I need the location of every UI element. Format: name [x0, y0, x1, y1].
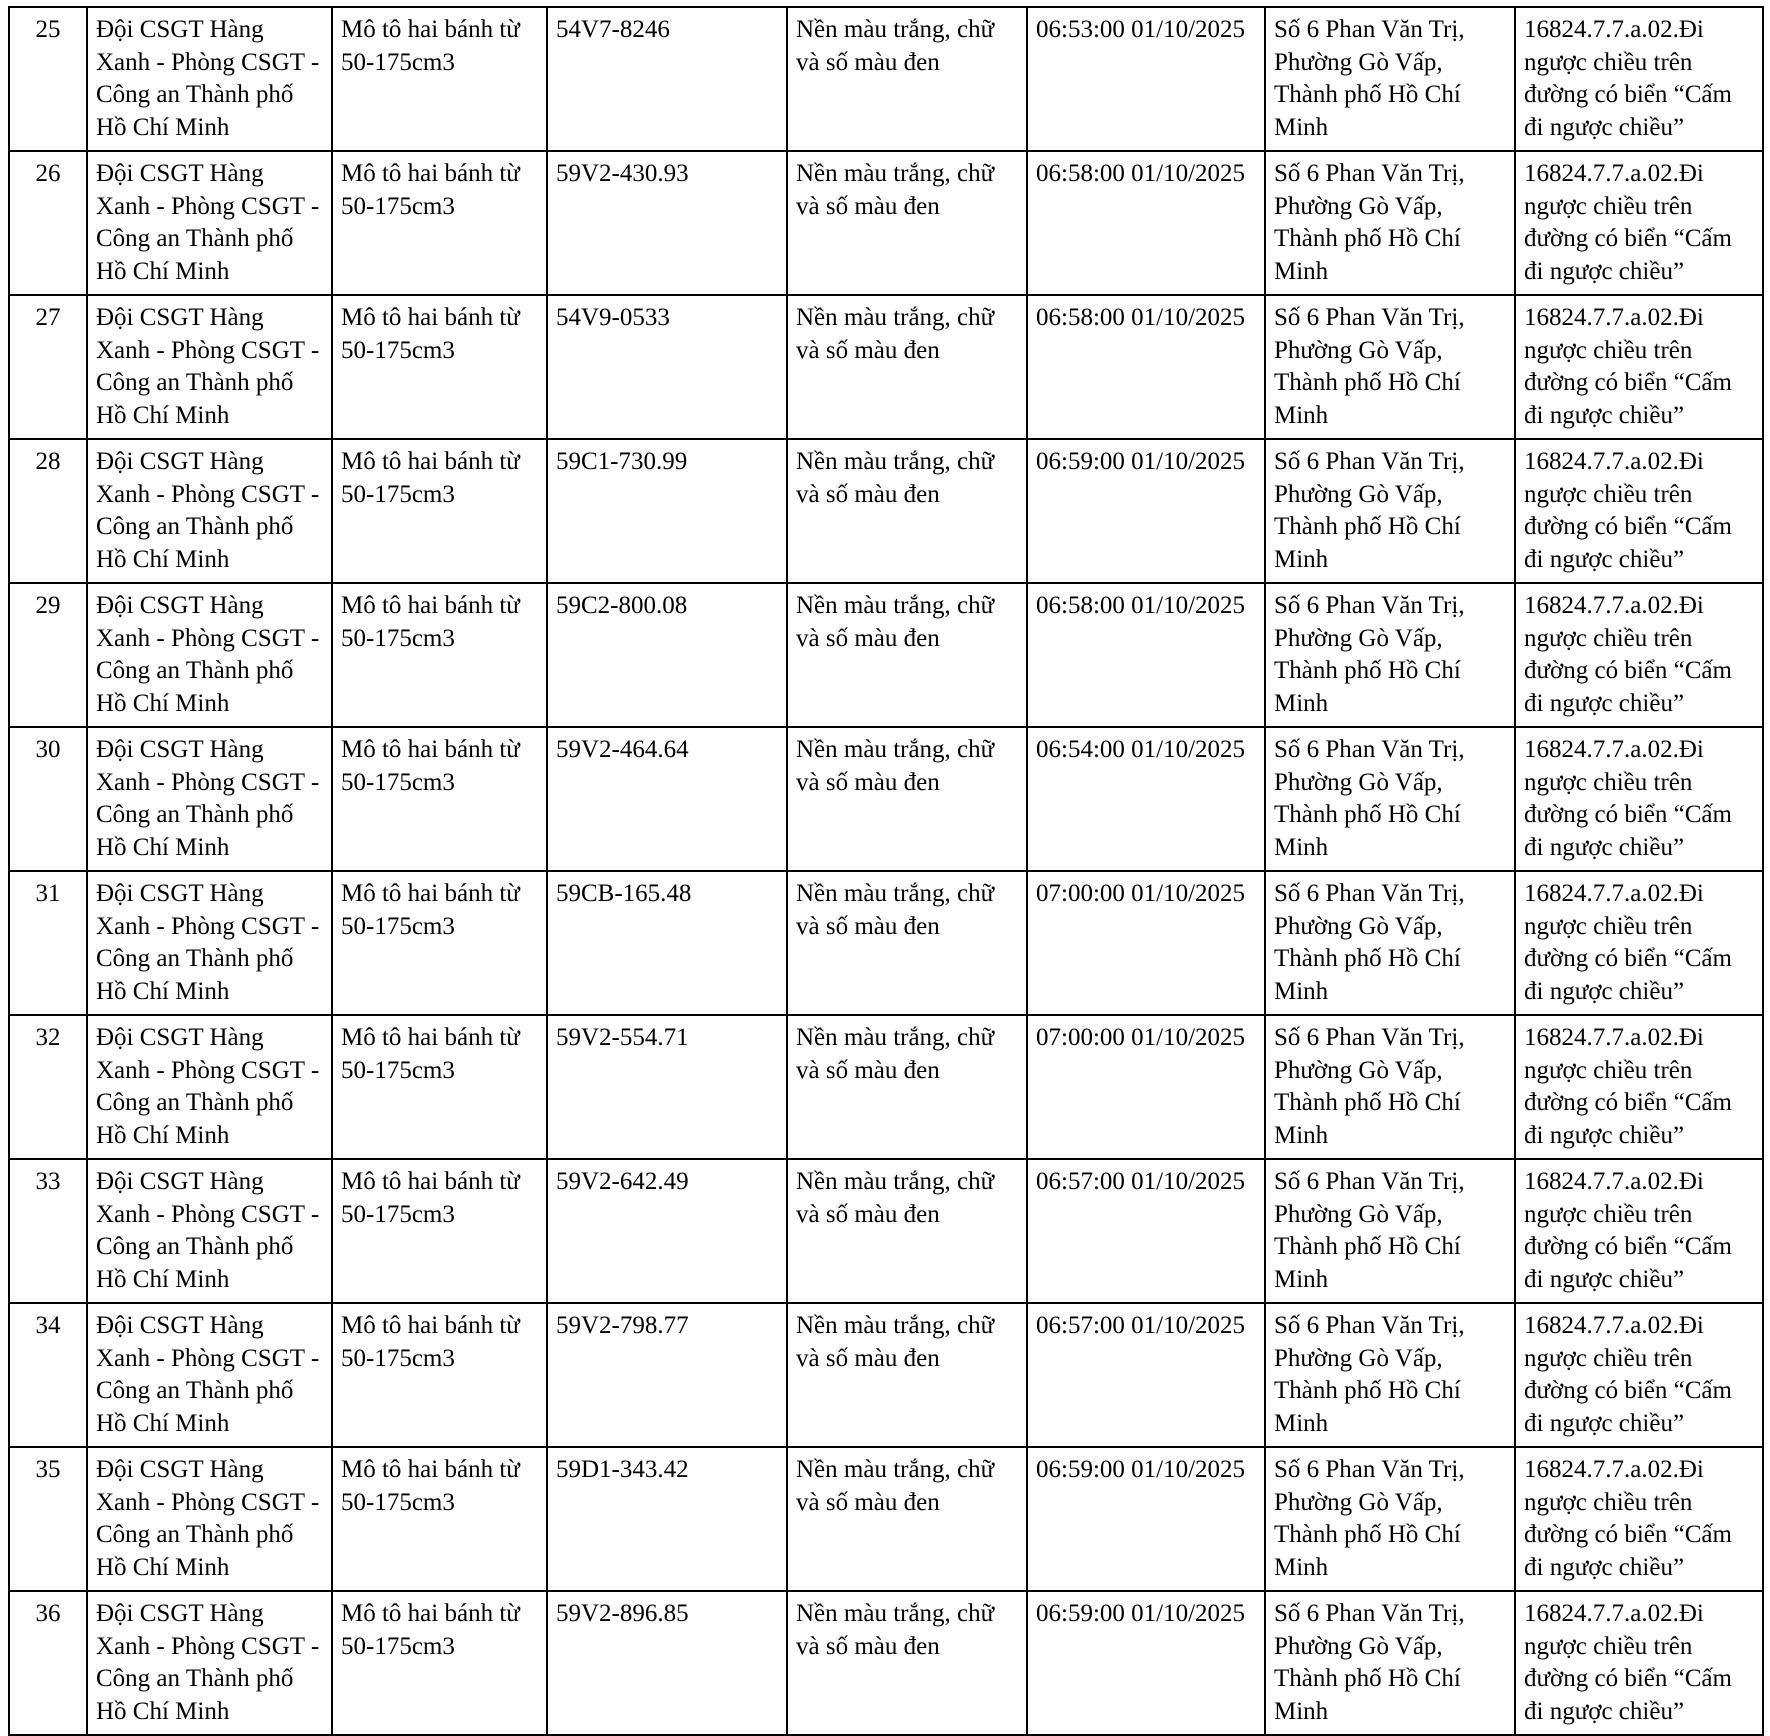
cell-place: Số 6 Phan Văn Trị, Phường Gò Vấp, Thành phố Hồ Chí Minh	[1265, 1159, 1515, 1303]
cell-time: 06:58:00 01/10/2025	[1027, 295, 1265, 439]
cell-time: 06:57:00 01/10/2025	[1027, 1303, 1265, 1447]
cell-plate: 54V7-8246	[547, 7, 787, 151]
cell-stt: 25	[9, 7, 87, 151]
cell-vehicle-type: Mô tô hai bánh từ 50-175cm3	[332, 7, 547, 151]
cell-plate-color: Nền màu trắng, chữ và số màu đen	[787, 1015, 1027, 1159]
cell-plate: 59V2-430.93	[547, 151, 787, 295]
cell-stt: 35	[9, 1447, 87, 1591]
cell-violation-code: 16824.7.7.a.02.Đi ngược chiều trên đường có biển “Cấm đi ngược chiều”	[1515, 1303, 1763, 1447]
table-row	[9, 7, 1763, 151]
cell-time: 06:58:00 01/10/2025	[1027, 151, 1265, 295]
table-row	[9, 295, 1763, 439]
cell-violation-code: 16824.7.7.a.02.Đi ngược chiều trên đường có biển “Cấm đi ngược chiều”	[1515, 1159, 1763, 1303]
cell-unit: Đội CSGT Hàng Xanh - Phòng CSGT - Công an Thành phố Hồ Chí Minh	[87, 1015, 332, 1159]
cell-plate: 59CB-165.48	[547, 871, 787, 1015]
table-row	[9, 1015, 1763, 1159]
table-row	[9, 583, 1763, 727]
cell-unit: Đội CSGT Hàng Xanh - Phòng CSGT - Công an Thành phố Hồ Chí Minh	[87, 439, 332, 583]
cell-plate-color: Nền màu trắng, chữ và số màu đen	[787, 7, 1027, 151]
cell-place: Số 6 Phan Văn Trị, Phường Gò Vấp, Thành phố Hồ Chí Minh	[1265, 151, 1515, 295]
cell-violation-code: 16824.7.7.a.02.Đi ngược chiều trên đường có biển “Cấm đi ngược chiều”	[1515, 1447, 1763, 1591]
cell-place: Số 6 Phan Văn Trị, Phường Gò Vấp, Thành phố Hồ Chí Minh	[1265, 871, 1515, 1015]
cell-stt: 28	[9, 439, 87, 583]
cell-violation-code: 16824.7.7.a.02.Đi ngược chiều trên đường có biển “Cấm đi ngược chiều”	[1515, 1591, 1763, 1735]
cell-vehicle-type: Mô tô hai bánh từ 50-175cm3	[332, 583, 547, 727]
cell-time: 06:57:00 01/10/2025	[1027, 1159, 1265, 1303]
cell-plate: 59C2-800.08	[547, 583, 787, 727]
cell-vehicle-type: Mô tô hai bánh từ 50-175cm3	[332, 1159, 547, 1303]
cell-place: Số 6 Phan Văn Trị, Phường Gò Vấp, Thành phố Hồ Chí Minh	[1265, 1015, 1515, 1159]
cell-plate-color: Nền màu trắng, chữ và số màu đen	[787, 727, 1027, 871]
cell-stt: 36	[9, 1591, 87, 1735]
cell-place: Số 6 Phan Văn Trị, Phường Gò Vấp, Thành phố Hồ Chí Minh	[1265, 439, 1515, 583]
cell-unit: Đội CSGT Hàng Xanh - Phòng CSGT - Công an Thành phố Hồ Chí Minh	[87, 1447, 332, 1591]
cell-vehicle-type: Mô tô hai bánh từ 50-175cm3	[332, 1303, 547, 1447]
cell-plate-color: Nền màu trắng, chữ và số màu đen	[787, 151, 1027, 295]
cell-time: 06:59:00 01/10/2025	[1027, 1591, 1265, 1735]
cell-vehicle-type: Mô tô hai bánh từ 50-175cm3	[332, 871, 547, 1015]
cell-plate-color: Nền màu trắng, chữ và số màu đen	[787, 1303, 1027, 1447]
cell-place: Số 6 Phan Văn Trị, Phường Gò Vấp, Thành phố Hồ Chí Minh	[1265, 295, 1515, 439]
cell-stt: 29	[9, 583, 87, 727]
cell-time: 06:59:00 01/10/2025	[1027, 1447, 1265, 1591]
cell-stt: 33	[9, 1159, 87, 1303]
cell-vehicle-type: Mô tô hai bánh từ 50-175cm3	[332, 151, 547, 295]
cell-violation-code: 16824.7.7.a.02.Đi ngược chiều trên đường có biển “Cấm đi ngược chiều”	[1515, 583, 1763, 727]
cell-place: Số 6 Phan Văn Trị, Phường Gò Vấp, Thành phố Hồ Chí Minh	[1265, 583, 1515, 727]
cell-violation-code: 16824.7.7.a.02.Đi ngược chiều trên đường có biển “Cấm đi ngược chiều”	[1515, 727, 1763, 871]
cell-unit: Đội CSGT Hàng Xanh - Phòng CSGT - Công an Thành phố Hồ Chí Minh	[87, 583, 332, 727]
cell-stt: 34	[9, 1303, 87, 1447]
cell-plate: 59V2-896.85	[547, 1591, 787, 1735]
cell-place: Số 6 Phan Văn Trị, Phường Gò Vấp, Thành phố Hồ Chí Minh	[1265, 727, 1515, 871]
cell-place: Số 6 Phan Văn Trị, Phường Gò Vấp, Thành phố Hồ Chí Minh	[1265, 1303, 1515, 1447]
cell-violation-code: 16824.7.7.a.02.Đi ngược chiều trên đường có biển “Cấm đi ngược chiều”	[1515, 871, 1763, 1015]
cell-vehicle-type: Mô tô hai bánh từ 50-175cm3	[332, 439, 547, 583]
cell-violation-code: 16824.7.7.a.02.Đi ngược chiều trên đường có biển “Cấm đi ngược chiều”	[1515, 151, 1763, 295]
cell-stt: 27	[9, 295, 87, 439]
table-row	[9, 1303, 1763, 1447]
cell-time: 06:53:00 01/10/2025	[1027, 7, 1265, 151]
table-row	[9, 727, 1763, 871]
table-row	[9, 151, 1763, 295]
cell-violation-code: 16824.7.7.a.02.Đi ngược chiều trên đường có biển “Cấm đi ngược chiều”	[1515, 439, 1763, 583]
cell-plate-color: Nền màu trắng, chữ và số màu đen	[787, 439, 1027, 583]
cell-plate-color: Nền màu trắng, chữ và số màu đen	[787, 295, 1027, 439]
cell-violation-code: 16824.7.7.a.02.Đi ngược chiều trên đường có biển “Cấm đi ngược chiều”	[1515, 7, 1763, 151]
cell-plate: 59V2-554.71	[547, 1015, 787, 1159]
cell-violation-code: 16824.7.7.a.02.Đi ngược chiều trên đường có biển “Cấm đi ngược chiều”	[1515, 295, 1763, 439]
cell-unit: Đội CSGT Hàng Xanh - Phòng CSGT - Công an Thành phố Hồ Chí Minh	[87, 1591, 332, 1735]
cell-plate-color: Nền màu trắng, chữ và số màu đen	[787, 1591, 1027, 1735]
cell-vehicle-type: Mô tô hai bánh từ 50-175cm3	[332, 1591, 547, 1735]
cell-time: 06:54:00 01/10/2025	[1027, 727, 1265, 871]
cell-place: Số 6 Phan Văn Trị, Phường Gò Vấp, Thành phố Hồ Chí Minh	[1265, 1591, 1515, 1735]
cell-unit: Đội CSGT Hàng Xanh - Phòng CSGT - Công an Thành phố Hồ Chí Minh	[87, 7, 332, 151]
cell-plate: 59V2-464.64	[547, 727, 787, 871]
cell-vehicle-type: Mô tô hai bánh từ 50-175cm3	[332, 1015, 547, 1159]
cell-plate-color: Nền màu trắng, chữ và số màu đen	[787, 1159, 1027, 1303]
violations-table-body	[9, 7, 1763, 1735]
cell-place: Số 6 Phan Văn Trị, Phường Gò Vấp, Thành phố Hồ Chí Minh	[1265, 7, 1515, 151]
cell-plate-color: Nền màu trắng, chữ và số màu đen	[787, 1447, 1027, 1591]
cell-time: 07:00:00 01/10/2025	[1027, 871, 1265, 1015]
cell-plate-color: Nền màu trắng, chữ và số màu đen	[787, 871, 1027, 1015]
cell-stt: 30	[9, 727, 87, 871]
cell-unit: Đội CSGT Hàng Xanh - Phòng CSGT - Công an Thành phố Hồ Chí Minh	[87, 1303, 332, 1447]
table-row	[9, 871, 1763, 1015]
cell-stt: 26	[9, 151, 87, 295]
cell-unit: Đội CSGT Hàng Xanh - Phòng CSGT - Công an Thành phố Hồ Chí Minh	[87, 727, 332, 871]
table-row	[9, 1591, 1763, 1735]
table-row	[9, 439, 1763, 583]
cell-plate: 59V2-642.49	[547, 1159, 787, 1303]
table-row	[9, 1159, 1763, 1303]
cell-violation-code: 16824.7.7.a.02.Đi ngược chiều trên đường có biển “Cấm đi ngược chiều”	[1515, 1015, 1763, 1159]
cell-unit: Đội CSGT Hàng Xanh - Phòng CSGT - Công an Thành phố Hồ Chí Minh	[87, 871, 332, 1015]
cell-vehicle-type: Mô tô hai bánh từ 50-175cm3	[332, 295, 547, 439]
cell-place: Số 6 Phan Văn Trị, Phường Gò Vấp, Thành phố Hồ Chí Minh	[1265, 1447, 1515, 1591]
cell-stt: 32	[9, 1015, 87, 1159]
cell-plate: 59C1-730.99	[547, 439, 787, 583]
cell-plate-color: Nền màu trắng, chữ và số màu đen	[787, 583, 1027, 727]
cell-vehicle-type: Mô tô hai bánh từ 50-175cm3	[332, 1447, 547, 1591]
cell-time: 06:58:00 01/10/2025	[1027, 583, 1265, 727]
cell-plate: 59D1-343.42	[547, 1447, 787, 1591]
cell-unit: Đội CSGT Hàng Xanh - Phòng CSGT - Công an Thành phố Hồ Chí Minh	[87, 295, 332, 439]
cell-time: 06:59:00 01/10/2025	[1027, 439, 1265, 583]
cell-stt: 31	[9, 871, 87, 1015]
violations-table	[8, 6, 1764, 1736]
cell-time: 07:00:00 01/10/2025	[1027, 1015, 1265, 1159]
cell-unit: Đội CSGT Hàng Xanh - Phòng CSGT - Công an Thành phố Hồ Chí Minh	[87, 151, 332, 295]
cell-plate: 59V2-798.77	[547, 1303, 787, 1447]
cell-vehicle-type: Mô tô hai bánh từ 50-175cm3	[332, 727, 547, 871]
cell-plate: 54V9-0533	[547, 295, 787, 439]
cell-unit: Đội CSGT Hàng Xanh - Phòng CSGT - Công an Thành phố Hồ Chí Minh	[87, 1159, 332, 1303]
table-row	[9, 1447, 1763, 1591]
